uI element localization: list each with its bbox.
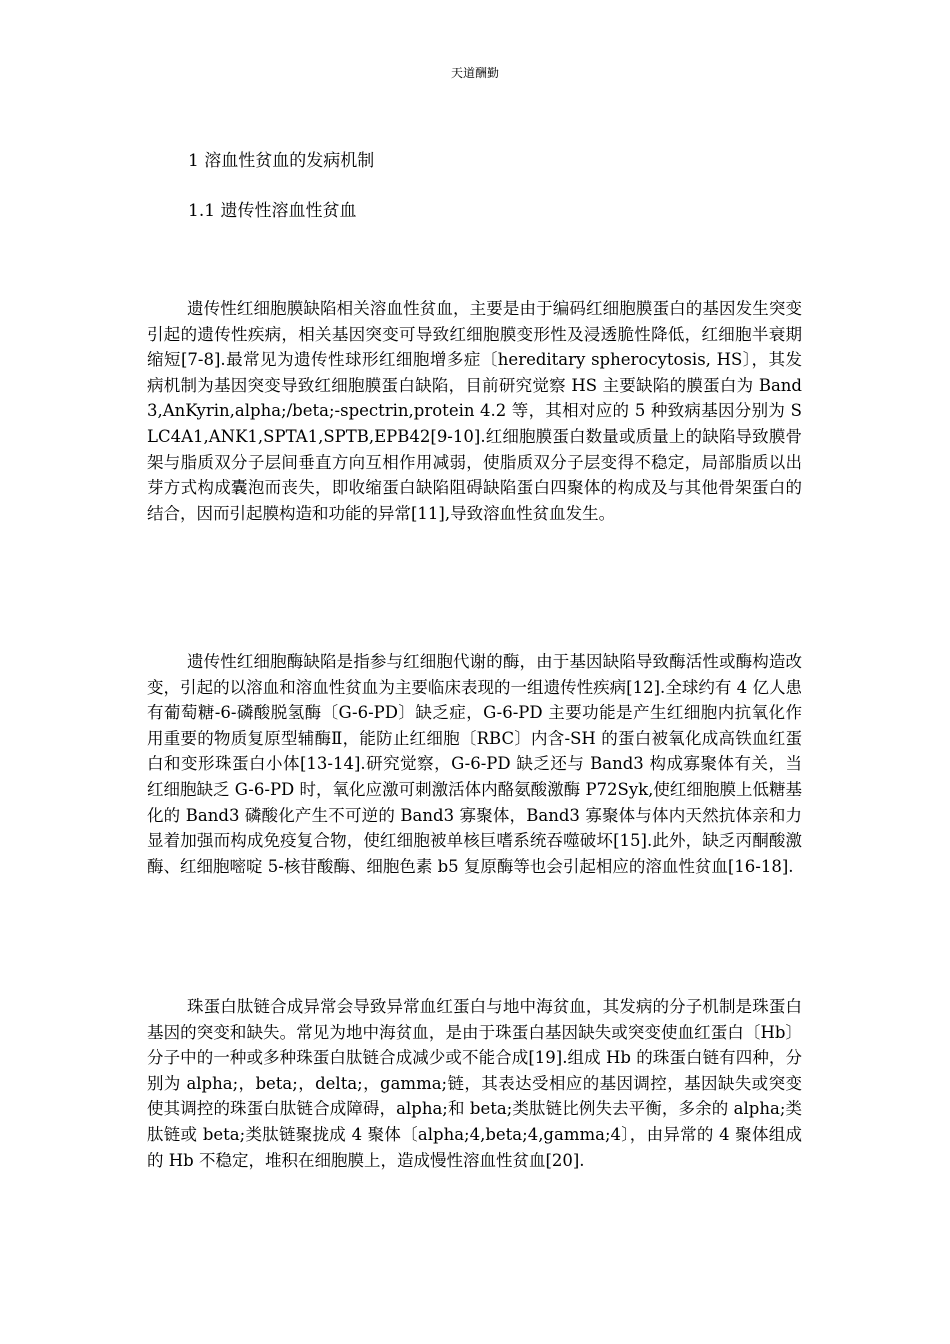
subsection-heading: 1.1 遗传性溶血性贫血: [188, 201, 357, 221]
page-header: 天道酬勤: [450, 66, 499, 80]
paragraph-membrane-defect: 遗传性红细胞膜缺陷相关溶血性贫血，主要是由于编码红细胞膜蛋白的基因发生突变引起的遗传性疾病，相关基因突变可导致红细胞膜变形性及浸透脆性降低，红细胞半衰期缩短[7-8].最常见为遗传性球形红细胞增多症〔hereditary spherocytosis, HS〕，其发病机制为基因突变导致红细胞膜蛋白缺陷，目前研究觉察 HS 主要缺陷的膜蛋白为 Band3,AnKyrin,alpha;/beta;-spectrin,protein 4.2 等，其相对应的 5 种致病基因分别为 SLC4A1,ANK1,SPTA1,SPTB,EPB42[9-10].红细胞膜蛋白数量或质量上的缺陷导致膜骨架与脂质双分子层间垂直方向互相作用减弱，使脂质双分子层变得不稳定，局部脂质以出芽方式构成囊泡而丧失，即收缩蛋白缺陷阻碍缺陷蛋白四聚体的构成及与其他骨架蛋白的结合，因而引起膜构造和功能的异常[11],导致溶血性贫血发生。: [147, 299, 802, 523]
paragraph-globin-synthesis: 珠蛋白肽链合成异常会导致异常血红蛋白与地中海贫血，其发病的分子机制是珠蛋白基因的突变和缺失。常见为地中海贫血，是由于珠蛋白基因缺失或突变使血红蛋白〔Hb〕分子中的一种或多种珠蛋白肽链合成减少或不能合成[19].组成 Hb 的珠蛋白链有四种，分别为 alpha;，beta;，delta;，gamma;链，其表达受相应的基因调控，基因缺失或突变使其调控的珠蛋白肽链合成障碍，alpha;和 beta;类肽链比例失去平衡，多余的 alpha;类肽链或 beta;类肽链聚拢成 4 聚体〔alpha;4,beta;4,gamma;4〕，由异常的 4 聚体组成的 Hb 不稳定，堆积在细胞膜上，造成慢性溶血性贫血[20].: [147, 997, 802, 1170]
paragraph-enzyme-defect: 遗传性红细胞酶缺陷是指参与红细胞代谢的酶，由于基因缺陷导致酶活性或酶构造改变，引起的以溶血和溶血性贫血为主要临床表现的一组遗传性疾病[12].全球约有 4 亿人患有葡萄糖-6-磷酸脱氢酶〔G-6-PD〕缺乏症，G-6-PD 主要功能是产生红细胞内抗氧化作用重要的物质复原型辅酶Ⅱ，能防止红细胞〔RBC〕内含-SH 的蛋白被氧化成高铁血红蛋白和变形珠蛋白小体[13-14].研究觉察，G-6-PD 缺乏还与 Band3 构成寡聚体有关，当红细胞缺乏 G-6-PD 时，氧化应激可刺激活体内酪氨酸激酶 P72Syk,使红细胞膜上低糖基化的 Band3 磷酸化产生不可逆的 Band3 寡聚体，Band3 寡聚体与体内天然抗体亲和力显着加强而构成免疫复合物，使红细胞被单核巨嗜系统吞噬破坏[15].此外，缺乏丙酮酸激酶、红细胞嘧啶 5-核苷酸酶、细胞色素 b5 复原酶等也会引起相应的溶血性贫血[16-18].: [147, 652, 802, 876]
section-heading: 1 溶血性贫血的发病机制: [188, 151, 375, 171]
